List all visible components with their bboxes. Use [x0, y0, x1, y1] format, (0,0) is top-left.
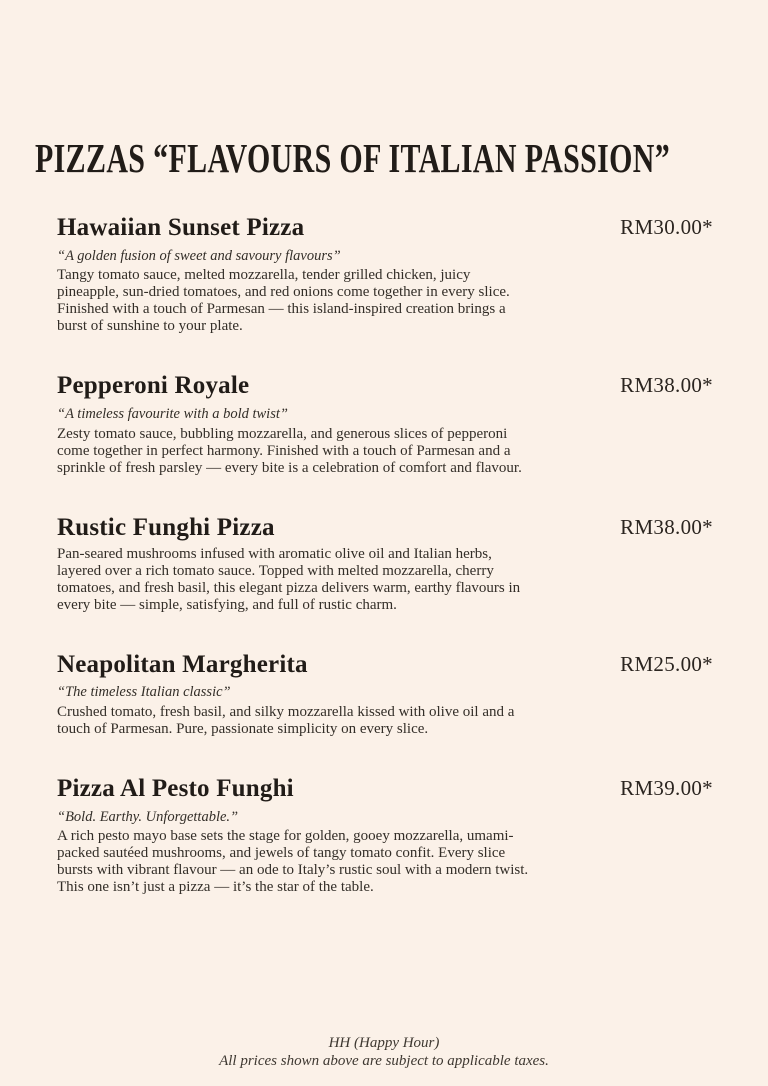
menu-item-header [57, 372, 713, 401]
item-description: Tangy tomato sauce, melted mozzarella, tender grilled chicken, juicy pineapple, sun-dried tomatoes, and red onions come together in every slice. Finished with a touch of Parmesan — this island-inspired creation brings a burst of sunshine to your plate. [57, 267, 510, 335]
menu-item-header [57, 214, 713, 243]
menu-item [57, 775, 713, 896]
menu-item-header [57, 775, 713, 804]
item-description: Zesty tomato sauce, bubbling mozzarella, and generous slices of pepperoni come together in perfect harmony. Finished with a touch of Parmesan and a sprinkle of fresh parsley — every bite is a celebration of comfort and flavour. [57, 425, 522, 476]
footer-happy-hour: HH (Happy Hour) [328, 1035, 440, 1051]
item-name: Hawaiian Sunset Pizza [57, 214, 305, 241]
item-name: Pepperoni Royale [57, 372, 250, 400]
item-price: RM38.00* [620, 514, 713, 539]
item-tagline: “A golden fusion of sweet and savoury flavours” [57, 247, 341, 264]
menu-item-header [57, 514, 713, 543]
menu-item [57, 214, 713, 335]
item-tagline: “Bold. Earthy. Unforgettable.” [57, 808, 239, 825]
item-price: RM25.00* [620, 651, 713, 676]
item-name: Neapolitan Margherita [57, 650, 308, 678]
page-title: PIZZAS “FLAVOURS OF ITALIAN PASSION” [35, 135, 671, 181]
item-description: Pan-seared mushrooms infused with aromatic olive oil and Italian herbs, layered over a rich tomato sauce. Topped with melted mozzarella, cherry tomatoes, and fresh basil, this elegant pizza delivers warm, earthy flavours in every bite — simple, satisfying, and full of rustic charm. [57, 545, 521, 613]
menu-item [57, 372, 713, 476]
item-tagline: “The timeless Italian classic” [57, 684, 231, 701]
menu-item [57, 651, 713, 738]
item-price: RM39.00* [620, 776, 713, 801]
menu-item [57, 514, 713, 614]
item-name: Rustic Funghi Pizza [57, 513, 275, 541]
item-price: RM30.00* [620, 215, 713, 239]
footer-tax-notice: All prices shown above are subject to applicable taxes. [219, 1053, 549, 1069]
item-price: RM38.00* [620, 373, 713, 398]
item-name: Pizza Al Pesto Funghi [57, 775, 294, 803]
item-description: Crushed tomato, fresh basil, and silky mozzarella kissed with olive oil and a touch of Parmesan. Pure, passionate simplicity on every slice. [57, 704, 515, 738]
menu-item-header [57, 651, 713, 680]
item-tagline: “A timeless favourite with a bold twist” [57, 406, 288, 423]
footer-note [0, 1034, 768, 1070]
item-description: A rich pesto mayo base sets the stage for golden, gooey mozzarella, umami-packed sautéed mushrooms, and jewels of tangy tomato confit. Every slice bursts with vibrant flavour — an ode to Italy’s rustic soul with a modern twist. This one isn’t just a pizza — it’s the star of the table. [57, 828, 529, 896]
menu-section [57, 214, 713, 933]
